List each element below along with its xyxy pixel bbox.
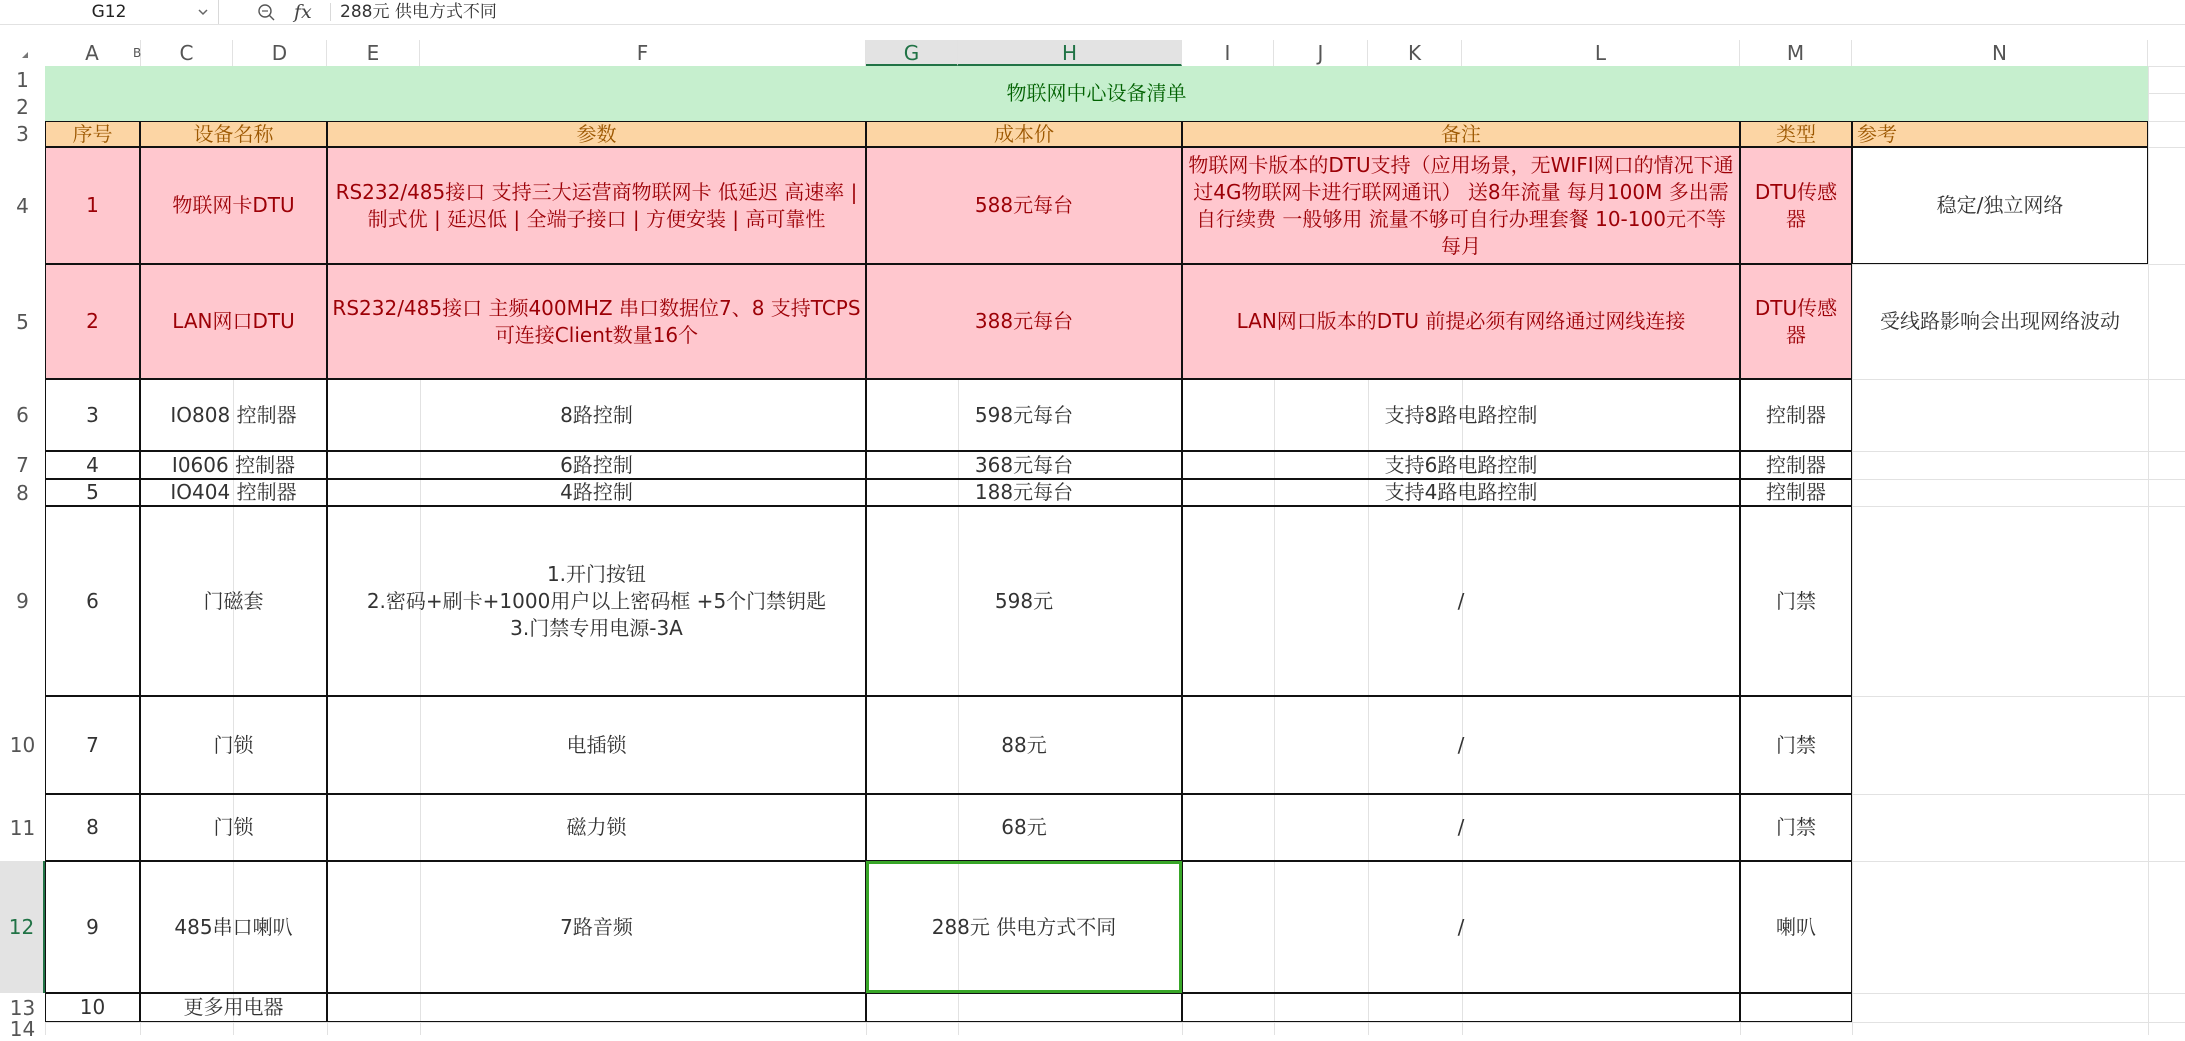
- column-header-a[interactable]: A: [45, 40, 140, 66]
- header-type-text: 类型: [1776, 121, 1816, 146]
- item-name[interactable]: [140, 794, 327, 861]
- item-name-text: 门锁: [213, 732, 254, 757]
- item-name-text: 485串口喇叭: [174, 914, 293, 939]
- item-index[interactable]: [45, 861, 140, 993]
- item-type[interactable]: [1740, 861, 1852, 993]
- item-name[interactable]: [140, 264, 327, 379]
- item-remark-text: /: [1457, 815, 1465, 839]
- row-header-3[interactable]: 3: [16, 122, 29, 146]
- item-cost-text: 88元: [1001, 732, 1047, 757]
- item-params-text: 7路音频: [560, 914, 633, 939]
- item-index[interactable]: [45, 147, 140, 264]
- item-index-text: 9: [86, 914, 99, 939]
- item-type-text: 控制器: [1766, 402, 1826, 427]
- item-index[interactable]: [45, 506, 140, 696]
- item-type[interactable]: [1740, 993, 1852, 1022]
- column-header-d[interactable]: D: [233, 40, 327, 66]
- item-name-text: LAN网口DTU: [172, 309, 295, 333]
- column-header-l[interactable]: L: [1462, 40, 1740, 66]
- item-remark-text: 支持4路电路控制: [1384, 480, 1538, 504]
- item-params-text: 8路控制: [560, 402, 633, 427]
- item-remark-text: /: [1457, 588, 1465, 613]
- item-index-text: 10: [79, 995, 106, 1019]
- row-header-10[interactable]: 10: [9, 733, 36, 757]
- item-remark[interactable]: [1182, 379, 1740, 451]
- item-type-text: DTU传感器: [1754, 179, 1838, 231]
- item-name[interactable]: [140, 451, 327, 479]
- row-header-9[interactable]: 9: [16, 589, 29, 613]
- item-index-text: 4: [86, 452, 99, 477]
- item-type-text: 门禁: [1776, 732, 1816, 757]
- item-name-text: 物联网卡DTU: [172, 193, 295, 217]
- formula-divider: [330, 3, 331, 21]
- header-ref-text: 参考: [1857, 121, 1897, 146]
- formula-bar: [0, 0, 2185, 25]
- header-ref[interactable]: [1852, 121, 2148, 147]
- item-name[interactable]: [140, 479, 327, 506]
- header-index[interactable]: [45, 121, 140, 147]
- item-params-text: RS232/485接口 主频400MHZ 串口数据位7、8 支持TCPS 可连接Client数量16个: [332, 295, 861, 347]
- item-type[interactable]: [1740, 479, 1852, 506]
- column-header-m[interactable]: M: [1740, 40, 1852, 66]
- column-header-j[interactable]: J: [1274, 40, 1368, 66]
- item-name[interactable]: [140, 506, 327, 696]
- header-params[interactable]: [327, 121, 866, 147]
- item-type-text: 门禁: [1776, 815, 1816, 839]
- item-index[interactable]: [45, 479, 140, 506]
- item-index[interactable]: [45, 264, 140, 379]
- item-params-text: RS232/485接口 支持三大运营商物联网卡 低延迟 高速率 | 制式优 | 延迟低 | 全端子接口 | 方便安装 | 高可靠性: [335, 179, 858, 231]
- item-cost-text: 288元 供电方式不同: [931, 914, 1117, 939]
- formula-input[interactable]: 288元 供电方式不同: [340, 2, 497, 22]
- item-remark[interactable]: [1182, 993, 1740, 1022]
- item-index-text: 6: [86, 588, 99, 613]
- sheet-title[interactable]: [45, 66, 2148, 121]
- name-box-value: G12: [91, 2, 127, 22]
- item-cost[interactable]: [866, 451, 1182, 479]
- item-index-text: 5: [86, 480, 99, 504]
- item-name-text: 门磁套: [203, 588, 264, 613]
- item-name-text: IO404 控制器: [170, 480, 297, 504]
- zoom-icon[interactable]: [256, 3, 278, 21]
- item-type[interactable]: [1740, 264, 1852, 379]
- item-remark[interactable]: [1182, 696, 1740, 794]
- row-header-2[interactable]: 2: [16, 95, 29, 119]
- row-header-1[interactable]: 1: [16, 67, 29, 92]
- item-remark-text: 支持8路电路控制: [1384, 402, 1538, 427]
- item-index[interactable]: [45, 993, 140, 1022]
- item-index-text: 8: [86, 815, 99, 839]
- row-header-14[interactable]: 14: [9, 1016, 36, 1041]
- item-cost[interactable]: [866, 696, 1182, 794]
- column-header-f[interactable]: F: [420, 40, 866, 66]
- item-type[interactable]: [1740, 379, 1852, 451]
- row-header-7[interactable]: 7: [16, 453, 29, 477]
- item-cost-text: 368元每台: [974, 452, 1074, 477]
- header-name-text: 设备名称: [193, 121, 274, 146]
- header-remark[interactable]: [1182, 121, 1740, 147]
- item-params[interactable]: [327, 861, 866, 993]
- row-header-5[interactable]: 5: [16, 309, 29, 334]
- item-params[interactable]: [327, 696, 866, 794]
- item-name[interactable]: [140, 379, 327, 451]
- gridline: [45, 1022, 2185, 1023]
- item-cost-text: 68元: [1001, 815, 1047, 839]
- item-ref[interactable]: [1852, 147, 2148, 264]
- item-type-text: 门禁: [1776, 588, 1816, 613]
- item-index-text: 7: [86, 732, 99, 757]
- header-cost-text: 成本价: [994, 121, 1054, 146]
- column-header-g[interactable]: G: [866, 40, 958, 66]
- corner-triangle-icon: [0, 40, 45, 66]
- item-params[interactable]: [327, 794, 866, 861]
- item-name-text: 门锁: [213, 815, 254, 839]
- item-ref-text: 稳定/独立网络: [1936, 193, 2064, 217]
- gridline: [2148, 66, 2149, 1035]
- item-remark[interactable]: [1182, 264, 1740, 379]
- item-name[interactable]: [140, 147, 327, 264]
- item-index-text: 3: [86, 402, 99, 427]
- item-remark-text: 支持6路电路控制: [1384, 452, 1538, 477]
- item-name-text: 更多用电器: [183, 995, 284, 1019]
- header-remark-text: 备注: [1441, 121, 1481, 146]
- header-params-text: 参数: [576, 121, 617, 146]
- item-type-text: 控制器: [1766, 452, 1826, 477]
- fx-icon[interactable]: fx: [294, 1, 312, 23]
- item-params[interactable]: [327, 451, 866, 479]
- item-index[interactable]: [45, 451, 140, 479]
- column-header-h[interactable]: H: [958, 40, 1182, 66]
- column-header-i[interactable]: I: [1182, 40, 1274, 66]
- item-cost[interactable]: [866, 993, 1182, 1022]
- item-params[interactable]: [327, 147, 866, 264]
- row-header-8[interactable]: 8: [16, 480, 29, 505]
- column-header-c[interactable]: C: [141, 40, 233, 66]
- item-cost[interactable]: [866, 794, 1182, 861]
- item-remark-text: LAN网口版本的DTU 前提必须有网络通过网线连接: [1236, 309, 1686, 333]
- item-cost[interactable]: [866, 861, 1182, 993]
- item-remark[interactable]: [1182, 861, 1740, 993]
- item-params[interactable]: [327, 264, 866, 379]
- item-params[interactable]: [327, 379, 866, 451]
- item-cost[interactable]: [866, 479, 1182, 506]
- item-name[interactable]: [140, 696, 327, 794]
- item-name[interactable]: [140, 861, 327, 993]
- item-type-text: 控制器: [1766, 480, 1826, 504]
- row-header-12[interactable]: 12: [0, 861, 45, 993]
- item-type-text: DTU传感器: [1754, 295, 1838, 347]
- item-ref-text: 受线路影响会出现网络波动: [1880, 309, 2120, 333]
- item-params-text: 6路控制: [560, 452, 633, 477]
- row-header-4[interactable]: 4: [16, 193, 29, 218]
- row-header-11[interactable]: 11: [9, 815, 36, 840]
- header-index-text: 序号: [72, 121, 113, 146]
- item-cost[interactable]: [866, 147, 1182, 264]
- item-remark[interactable]: [1182, 506, 1740, 696]
- item-index[interactable]: [45, 696, 140, 794]
- item-index-text: 1: [86, 193, 99, 217]
- header-name[interactable]: [140, 121, 327, 147]
- item-cost-text: 598元每台: [974, 402, 1074, 427]
- item-remark-text: 物联网卡版本的DTU支持（应用场景，无WIFI网口的情况下通过4G物联网卡进行联网通讯） 送8年流量 每月100M 多出需自行续费 一般够用 流量不够可自行办理套餐 10-100元不等每月: [1188, 152, 1734, 258]
- item-params[interactable]: [327, 506, 866, 696]
- row-header-6[interactable]: 6: [16, 403, 29, 427]
- column-header-b[interactable]: B: [133, 40, 141, 66]
- item-cost-text: 588元每台: [974, 193, 1074, 217]
- item-type[interactable]: [1740, 451, 1852, 479]
- row-header-13[interactable]: 13: [9, 995, 36, 1020]
- header-cost[interactable]: [866, 121, 1182, 147]
- item-index-text: 2: [86, 309, 99, 333]
- item-remark[interactable]: [1182, 479, 1740, 506]
- item-index[interactable]: [45, 379, 140, 451]
- item-remark[interactable]: [1182, 147, 1740, 264]
- item-params[interactable]: [327, 479, 866, 506]
- column-header-e[interactable]: E: [327, 40, 420, 66]
- sheet-title-text: 物联网中心设备清单: [1006, 81, 1187, 105]
- item-cost-text: 598元: [994, 588, 1054, 613]
- name-box[interactable]: [0, 0, 219, 24]
- item-params-text: 4路控制: [560, 480, 633, 504]
- item-name-text: I0606 控制器: [171, 452, 296, 477]
- item-type[interactable]: [1740, 794, 1852, 861]
- column-header-k[interactable]: K: [1368, 40, 1462, 66]
- item-params-text: 1.开门按钮 2.密码+刷卡+1000用户以上密码框 +5个门禁钥匙 3.门禁专用电源-3A: [366, 561, 827, 640]
- item-cost-text: 188元每台: [974, 480, 1074, 504]
- item-remark[interactable]: [1182, 451, 1740, 479]
- item-cost[interactable]: [866, 506, 1182, 696]
- item-remark-text: /: [1457, 914, 1465, 939]
- select-all-corner[interactable]: [0, 40, 45, 66]
- item-params[interactable]: [327, 993, 866, 1022]
- item-cost-text: 388元每台: [974, 309, 1074, 333]
- item-name[interactable]: [140, 993, 327, 1022]
- item-index[interactable]: [45, 794, 140, 861]
- item-params-text: 磁力锁: [566, 815, 627, 839]
- item-type[interactable]: [1740, 147, 1852, 264]
- header-type[interactable]: [1740, 121, 1852, 147]
- item-remark[interactable]: [1182, 794, 1740, 861]
- item-cost[interactable]: [866, 264, 1182, 379]
- item-type-text: 喇叭: [1776, 914, 1816, 939]
- item-cost[interactable]: [866, 379, 1182, 451]
- item-type[interactable]: [1740, 696, 1852, 794]
- item-name-text: IO808 控制器: [170, 402, 297, 427]
- item-ref[interactable]: [1852, 264, 2148, 379]
- column-header-n[interactable]: N: [1852, 40, 2148, 66]
- chevron-down-icon[interactable]: [196, 5, 210, 19]
- item-params-text: 电插锁: [566, 732, 627, 757]
- item-type[interactable]: [1740, 506, 1852, 696]
- item-remark-text: /: [1457, 732, 1465, 757]
